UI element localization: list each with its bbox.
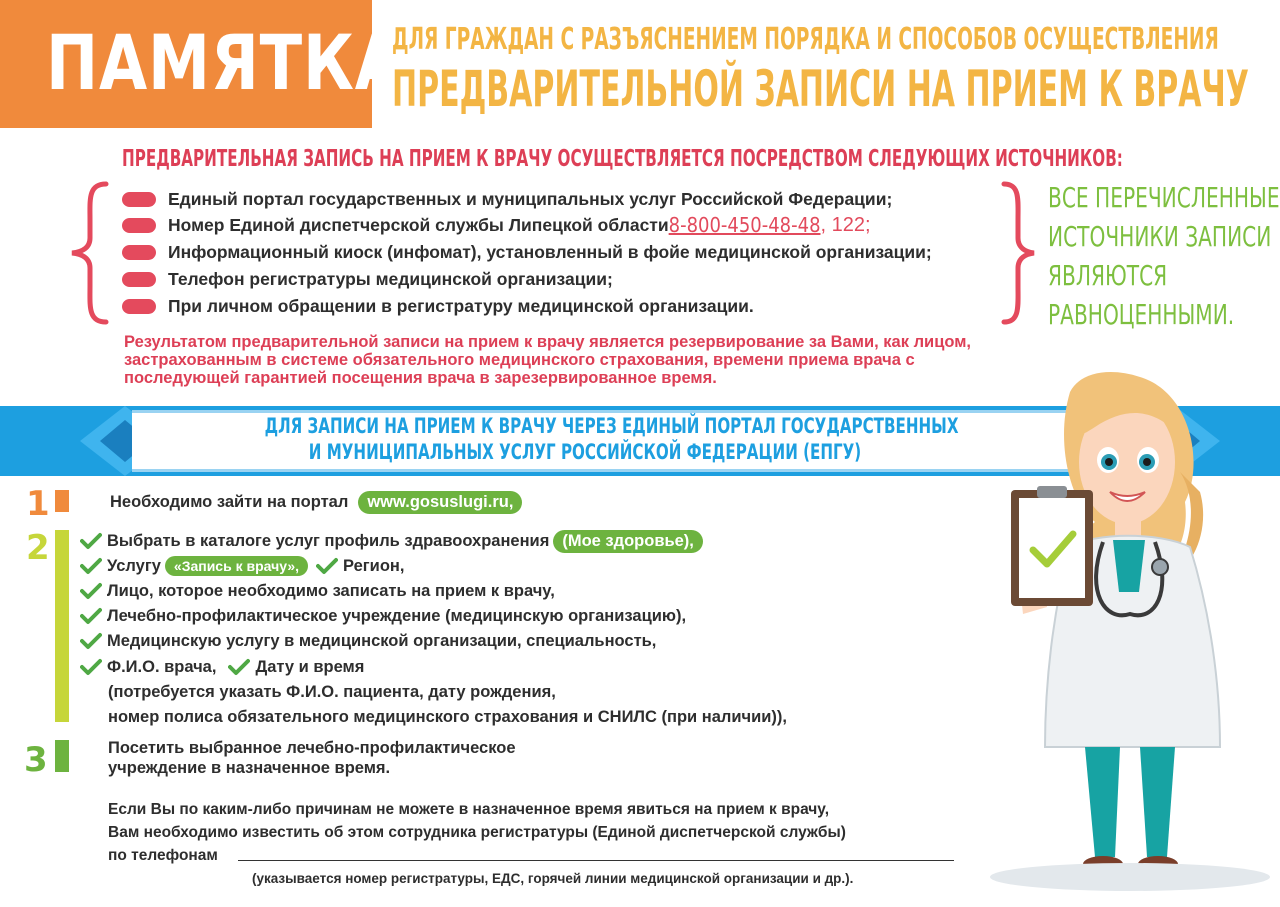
footer-hint: (указывается номер регистратуры, ЕДС, горячей линии медицинской организации и др.). (252, 871, 854, 886)
step-1-text: Необходимо зайти на портал (110, 493, 349, 511)
source-item (122, 212, 871, 238)
check-icon (80, 582, 102, 600)
check-icon (80, 632, 102, 650)
phone-suffix: , 122; (820, 213, 871, 236)
line-text: Дату и время (255, 657, 365, 676)
step-number-1: 1 (26, 484, 50, 524)
step-marker-2 (55, 530, 69, 722)
source-item (122, 293, 754, 319)
line-text: Услугу (107, 556, 161, 575)
source-item (122, 266, 613, 292)
source-text: Информационный киоск (инфомат), установленный в фойе медицинской организации; (168, 241, 932, 262)
line-text: Лицо, которое необходимо записать на прием к врачу, (107, 581, 555, 600)
bullet-pill-icon (122, 272, 156, 287)
source-text: Единый портал государственных и муниципальных услуг Российской Федерации; (168, 188, 893, 209)
note-line: ЯВЛЯЮТСЯ (1048, 259, 1168, 292)
check-icon (316, 557, 338, 575)
step-2-line (80, 530, 703, 552)
footer-line: по телефонам (108, 847, 218, 864)
banner-line: ДЛЯ ЗАПИСИ НА ПРИЕМ К ВРАЧУ ЧЕРЕЗ ЕДИНЫЙ ПОРТАЛ ГОСУДАРСТВЕННЫХ (264, 414, 959, 438)
source-text: При личном обращении в регистратуру медицинской организации. (168, 295, 754, 316)
line-text: Лечебно-профилактическое учреждение (медицинскую организацию), (107, 606, 687, 625)
phone-blank-line (238, 860, 954, 861)
line-text: Регион, (343, 556, 405, 575)
check-icon (80, 532, 102, 550)
bullet-pill-icon (122, 218, 156, 233)
footer-line: Если Вы по каким-либо причинам не можете в назначенное время явиться на прием к врачу, (108, 801, 830, 818)
bullet-pill-icon (122, 299, 156, 314)
doctor-illustration (975, 352, 1275, 902)
my-health-pill: (Мое здоровье), (553, 530, 703, 553)
source-text: Номер Единой диспетчерской службы Липецкой области (168, 214, 669, 235)
banner-line: И МУНИЦИПАЛЬНЫХ УСЛУГ РОССИЙСКОЙ ФЕДЕРАЦИИ (ЕПГУ) (308, 440, 862, 464)
step-2-note: номер полиса обязательного медицинского страхования и СНИЛС (при наличии)), (108, 708, 787, 726)
step-2-line (80, 630, 656, 652)
check-icon (80, 607, 102, 625)
step-marker-3 (55, 740, 69, 772)
check-icon (80, 557, 102, 575)
line-text: Ф.И.О. врача, (107, 657, 217, 676)
step-2-line (80, 555, 404, 577)
line-text: Выбрать в каталоге услуг профиль здравоохранения (107, 531, 550, 550)
result-paragraph: Результатом предварительной записи на прием к врачу является резервирование за Вами, как лицом, застрахованным в системе обязательного медицинского страхования, времени приема врача с последующей гарантией посещения врача в зарезервированное время. (124, 333, 971, 387)
note-line: РАВНОЦЕННЫМИ. (1048, 298, 1235, 331)
gosuslugi-link[interactable]: www.gosuslugi.ru, (358, 491, 522, 514)
appointment-pill: «Запись к врачу», (165, 556, 308, 576)
equal-sources-note (1048, 178, 1278, 334)
step-3-line: Посетить выбранное лечебно-профилактическое (108, 739, 516, 757)
source-item (122, 239, 932, 265)
step-number-2: 2 (26, 528, 50, 568)
footer-note (108, 798, 988, 867)
header-subtitle-line2: ПРЕДВАРИТЕЛЬНОЙ ЗАПИСИ НА ПРИЕМ К ВРАЧУ (392, 60, 1249, 118)
step-1 (110, 491, 522, 514)
check-icon (80, 658, 102, 676)
bullet-pill-icon (122, 192, 156, 207)
header-badge (0, 0, 404, 128)
sources-title: ПРЕДВАРИТЕЛЬНАЯ ЗАПИСЬ НА ПРИЕМ К ВРАЧУ ОСУЩЕСТВЛЯЕТСЯ ПОСРЕДСТВОМ СЛЕДУЮЩИХ ИСТОЧНИКОВ: (122, 146, 1123, 172)
right-brace-icon (1000, 180, 1040, 326)
note-line: ВСЕ ПЕРЕЧИСЛЕННЫЕ (1048, 181, 1280, 214)
step-2-line (80, 656, 364, 678)
step-2-note: (потребуется указать Ф.И.О. пациента, дату рождения, (108, 683, 556, 701)
hotline-phone-link[interactable]: 8-800-450-48-48 (668, 213, 821, 237)
header-subtitle-line1: ДЛЯ ГРАЖДАН С РАЗЪЯСНЕНИЕМ ПОРЯДКА И СПОСОБОВ ОСУЩЕСТВЛЕНИЯ (392, 22, 1219, 57)
note-line: ИСТОЧНИКИ ЗАПИСИ (1048, 220, 1272, 253)
step-marker-1 (55, 490, 69, 512)
source-item (122, 186, 892, 212)
footer-line: Вам необходимо известить об этом сотрудника регистратуры (Единой диспетчерской службы) (108, 824, 846, 841)
banner-title (140, 413, 1030, 465)
check-icon (228, 658, 250, 676)
step-2-line (80, 580, 555, 602)
bullet-pill-icon (122, 245, 156, 260)
step-3-line: учреждение в назначенное время. (108, 759, 391, 777)
line-text: Медицинскую услугу в медицинской организации, специальность, (107, 631, 657, 650)
step-number-3: 3 (24, 740, 48, 780)
badge-title: ПАМЯТКА (46, 18, 404, 107)
source-text: Телефон регистратуры медицинской организации; (168, 268, 613, 289)
left-brace-icon (66, 180, 112, 326)
step-2-line (80, 605, 686, 627)
